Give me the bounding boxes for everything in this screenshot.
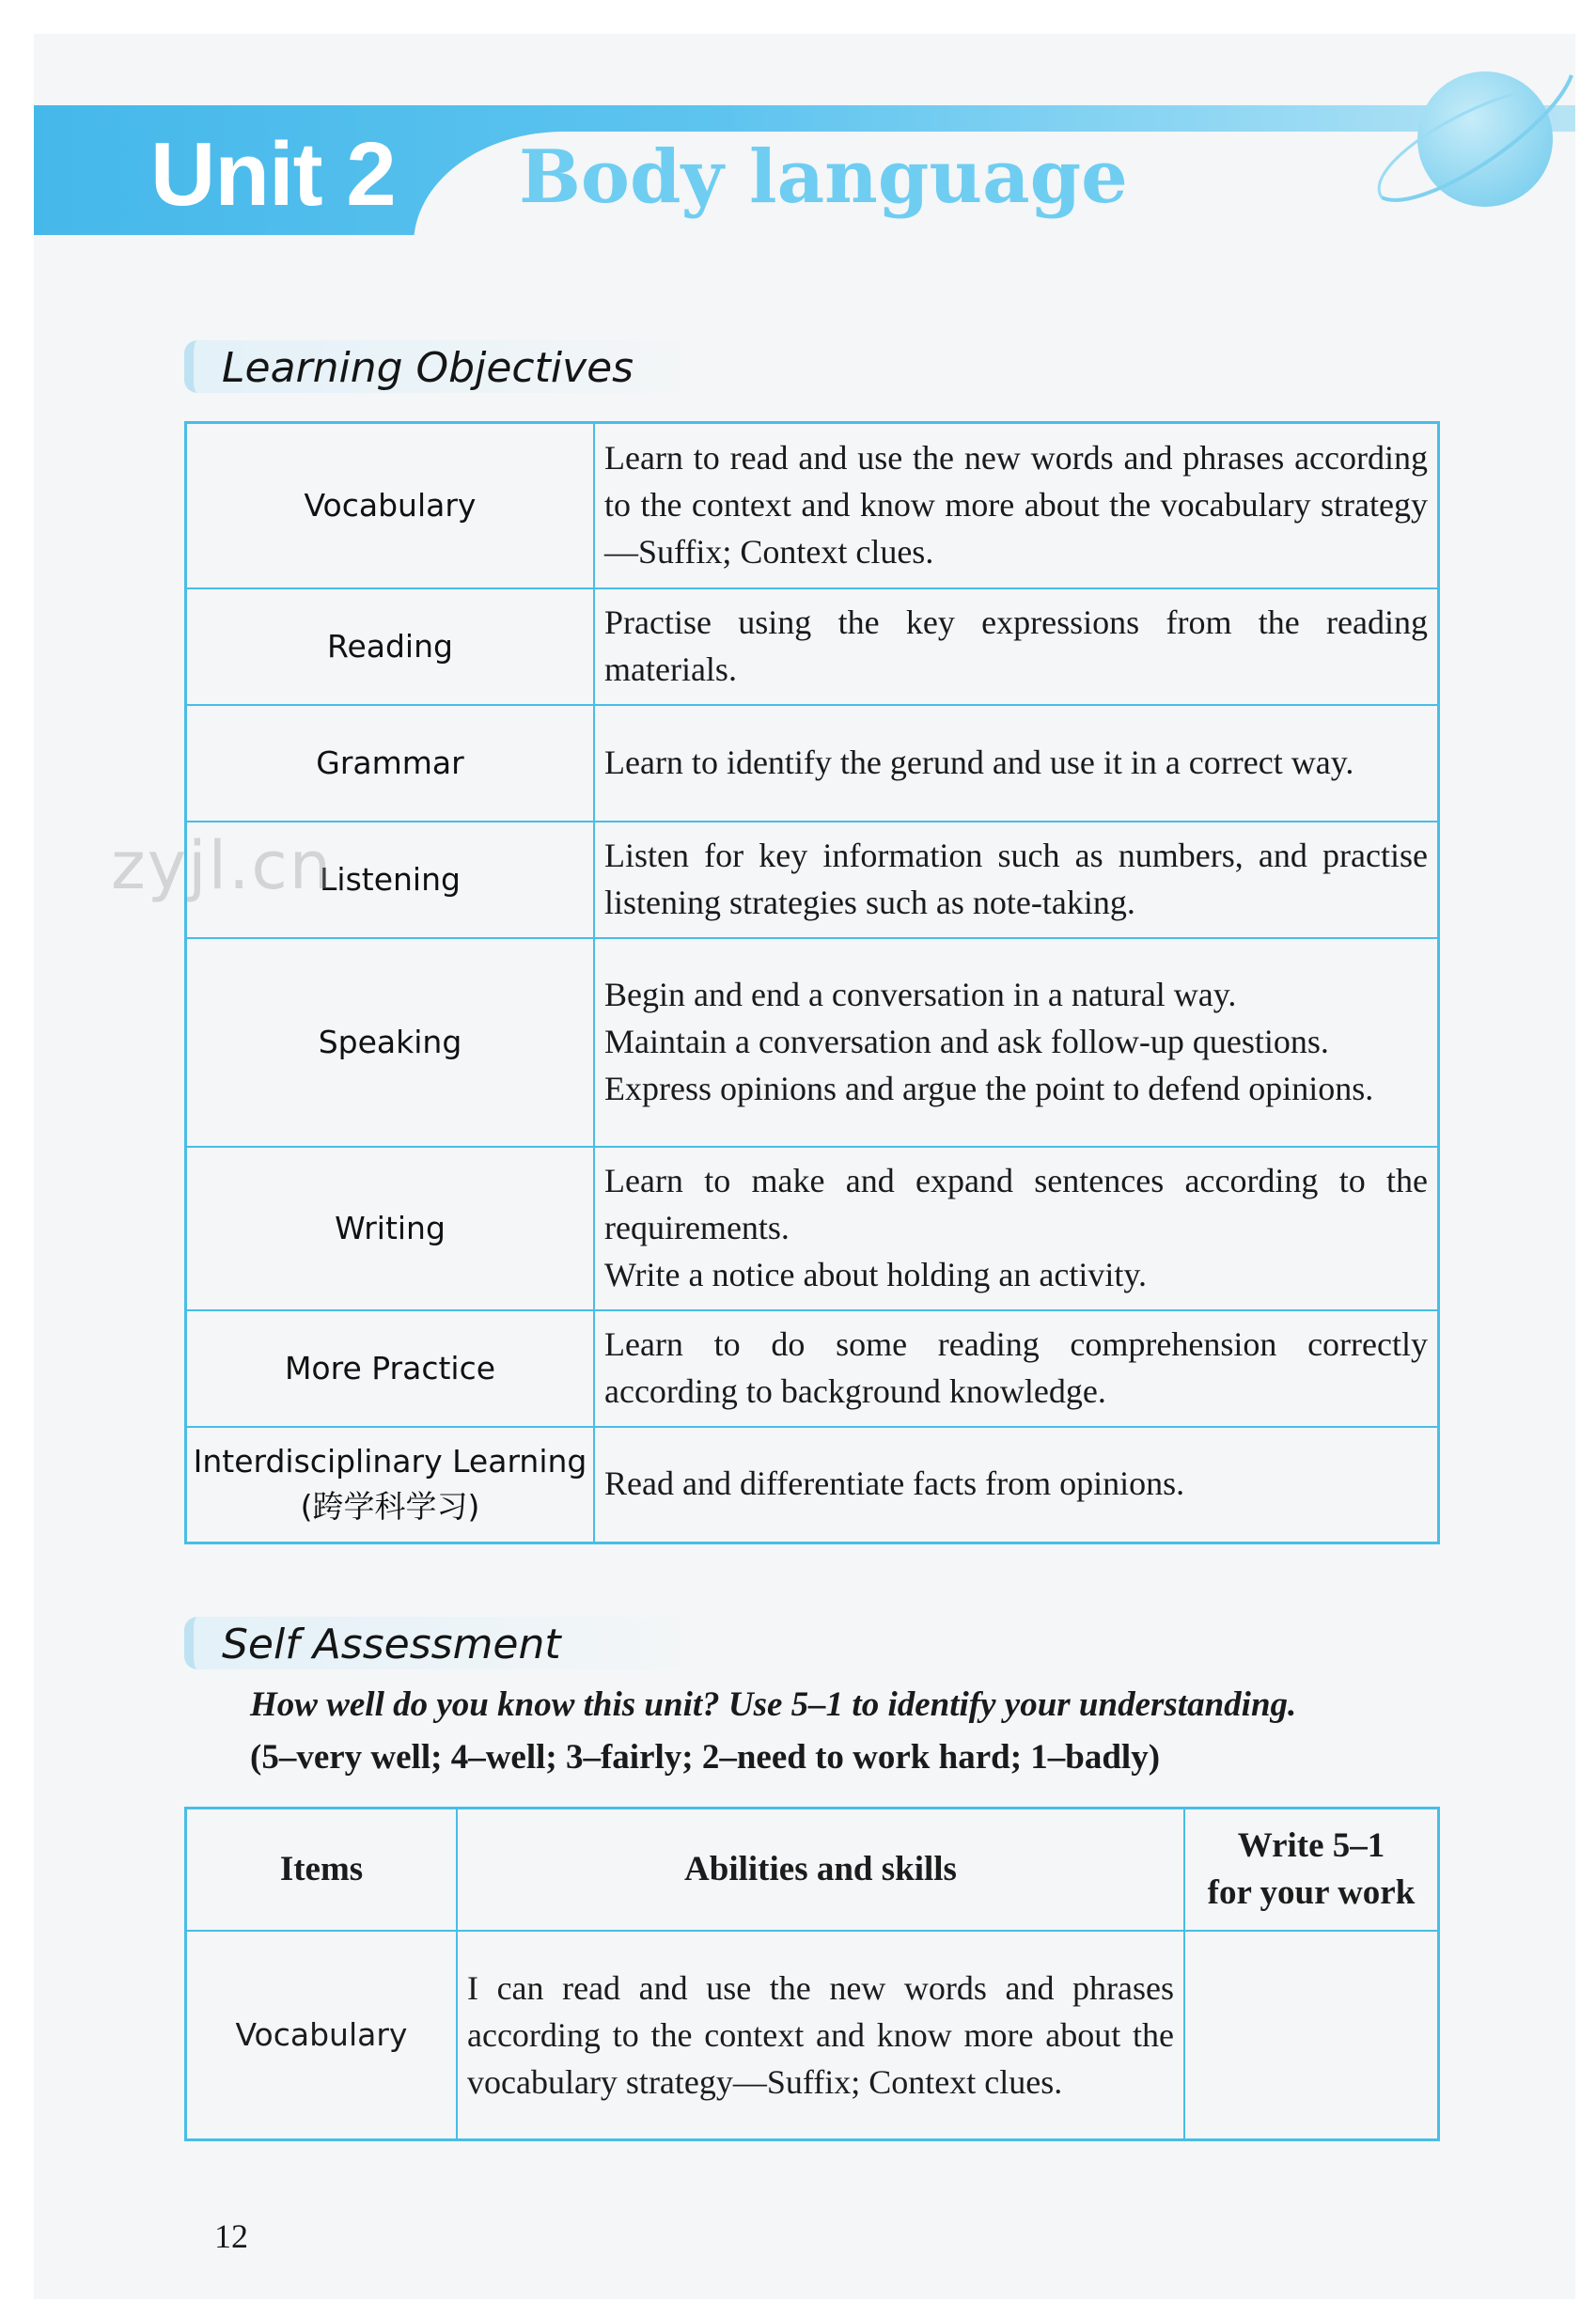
objective-area-label: Writing: [335, 1209, 446, 1246]
objective-description-line: Practise using the key expressions from the reading materials.: [604, 603, 1428, 688]
watermark: zyjl.cn: [111, 827, 334, 904]
score-header-line2: for your work: [1207, 1873, 1416, 1912]
objective-area-label: Vocabulary: [304, 486, 477, 524]
objective-description-line: Express opinions and argue the point to defend opinions.: [604, 1069, 1374, 1107]
objective-area-label: (跨学科学习): [300, 1488, 480, 1526]
objective-description: [594, 1147, 1439, 1310]
objective-description-line: Learn to do some reading comprehension correctly according to background knowledge.: [604, 1324, 1428, 1410]
score-input-cell[interactable]: [1184, 1931, 1439, 2139]
objective-description: [594, 588, 1439, 705]
objective-area-label: Listening: [320, 860, 461, 898]
table-row: [186, 938, 1439, 1147]
objective-description-line: Read and differentiate facts from opinions.: [604, 1464, 1185, 1503]
assessment-item: Vocabulary: [186, 1931, 458, 2139]
objective-area-label: More Practice: [284, 1349, 496, 1386]
table-row: [186, 1427, 1439, 1543]
table-row: [186, 423, 1439, 588]
rating-scale: (5–very well; 4–well; 3–fairly; 2–need to work hard; 1–badly): [250, 1738, 1161, 1777]
self-assessment-heading: Self Assessment: [184, 1617, 701, 1669]
self-assessment-question: How well do you know this unit? Use 5–1 to identify your understanding.: [250, 1685, 1297, 1724]
objective-area: [186, 423, 595, 588]
objective-description: [594, 1310, 1439, 1427]
column-abilities: Abilities and skills: [457, 1809, 1184, 1932]
self-assessment-table: [184, 1807, 1440, 2141]
page-number: 12: [214, 2217, 248, 2255]
assessment-ability: I can read and use the new words and phrases according to the context and know more about the vocabulary strategy—Suffix; Context clues.: [457, 1931, 1184, 2139]
unit-label: Unit 2: [150, 124, 396, 225]
table-row: [186, 1310, 1439, 1427]
objective-area-label: Reading: [327, 627, 453, 665]
learning-objectives-table: [184, 421, 1440, 1544]
table-row: [186, 705, 1439, 822]
column-items: Items: [186, 1809, 458, 1932]
score-header-line1: Write 5–1: [1237, 1826, 1385, 1865]
learning-objectives-heading: Learning Objectives: [184, 340, 701, 393]
objective-area: [186, 705, 595, 822]
unit-title: Body language: [519, 134, 1128, 220]
objective-area-label: Grammar: [316, 744, 464, 781]
objective-description: [594, 822, 1439, 938]
objective-area: [186, 1310, 595, 1427]
table-row: [186, 822, 1439, 938]
objective-description: [594, 1427, 1439, 1543]
table-row: [186, 1147, 1439, 1310]
objective-description-line: Learn to identify the gerund and use it in a correct way.: [604, 743, 1354, 781]
objective-area-label: Interdisciplinary Learning: [193, 1443, 587, 1480]
objective-area: [186, 1427, 595, 1543]
objective-description-line: Learn to make and expand sentences according to the requirements.: [604, 1161, 1428, 1246]
objective-description-line: Listen for key information such as numbers, and practise listening strategies such as note-taking.: [604, 836, 1428, 921]
objective-description-line: Write a notice about holding an activity.: [604, 1255, 1148, 1293]
objective-description-line: Maintain a conversation and ask follow-up questions.: [604, 1022, 1329, 1060]
objective-area: [186, 588, 595, 705]
table-header-row: [186, 1809, 1439, 1932]
objective-area: [186, 1147, 595, 1310]
table-row: [186, 588, 1439, 705]
objective-area-label: Speaking: [318, 1023, 462, 1060]
planet-icon: [1363, 56, 1579, 244]
objective-description: [594, 423, 1439, 588]
objective-description-line: Begin and end a conversation in a natural way.: [604, 975, 1237, 1013]
objective-area: [186, 938, 595, 1147]
table-row: [186, 1931, 1439, 2139]
objective-description: [594, 705, 1439, 822]
objective-description-line: Learn to read and use the new words and phrases according to the context and know more about the vocabulary strategy—Suffix; Context clues.: [604, 438, 1428, 571]
objective-description: [594, 938, 1439, 1147]
column-score: [1184, 1809, 1439, 1932]
